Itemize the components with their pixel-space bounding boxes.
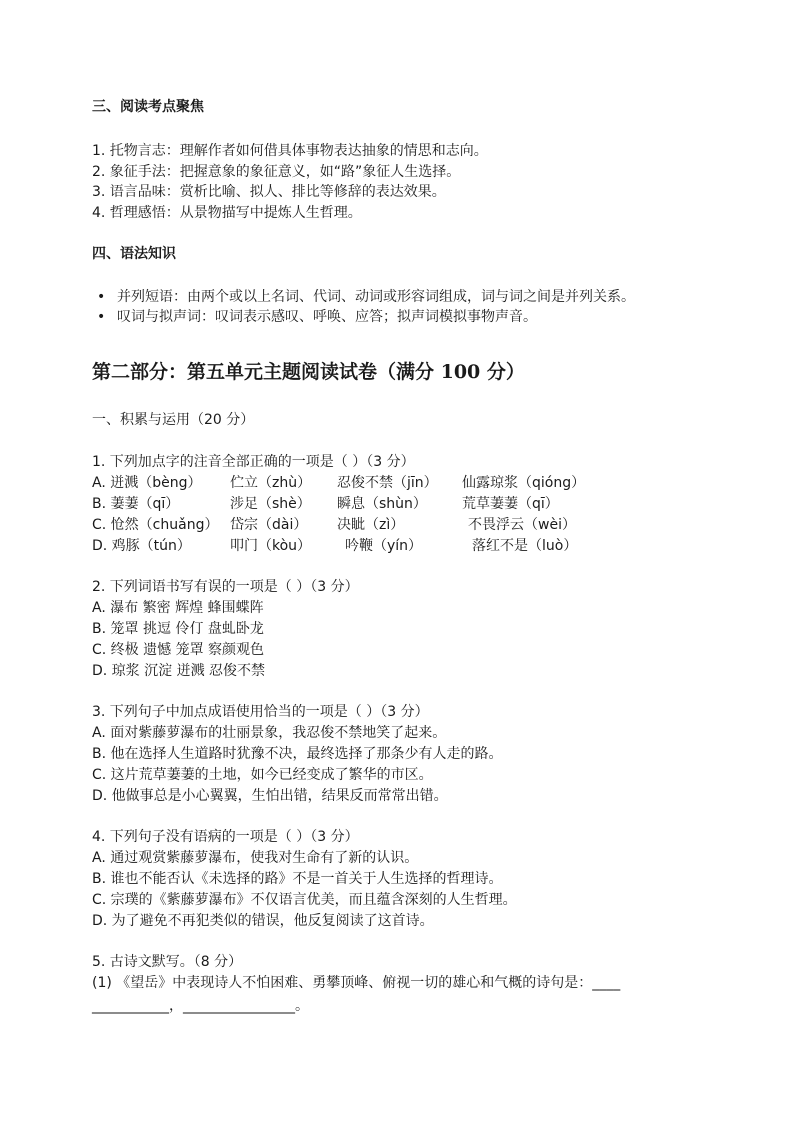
q1-c-col3: 决眦（zì）	[337, 517, 405, 533]
q1-b-col2: 涉足（shè）	[230, 496, 311, 512]
q4-option-d: D. 为了避免不再犯类似的错误，他反复阅读了这首诗。	[92, 913, 434, 929]
q1-d-col1: D. 鸡豚（tún）	[92, 538, 191, 554]
q3-option-d: D. 他做事总是小心翼翼，生怕出错，结果反而常常出错。	[92, 788, 448, 804]
q1-b-col4: 荒草萋萋（qī）	[462, 496, 559, 512]
q1-c-col4: 不畏浮云（wèi）	[468, 517, 576, 533]
q2-option-d: D. 琼浆 沉淀 迸溅 忍俊不禁	[92, 663, 266, 679]
q4-option-c: C. 宗璞的《紫藤萝瀑布》不仅语言优美，而且蕴含深刻的人生哲理。	[92, 892, 517, 908]
q2-option-b: B. 笼罩 挑逗 伶仃 盘虬卧龙	[92, 621, 264, 637]
q1-c-col1: C. 怆然（chuǎng）	[92, 517, 219, 533]
bullet-icon: •	[97, 309, 106, 325]
q4-option-a: A. 通过观赏紫藤萝瀑布，使我对生命有了新的认识。	[92, 850, 419, 866]
section4-heading: 四、语法知识	[92, 246, 176, 262]
q1-a-col3: 忍俊不禁（jīn）	[337, 475, 438, 491]
q1-a-col2: 伫立（zhù）	[230, 475, 312, 491]
q1-stem: 1. 下列加点字的注音全部正确的一项是（ ）（3 分）	[92, 454, 415, 470]
q1-d-col2: 叩门（kòu）	[230, 538, 312, 554]
section3-item-4: 4. 哲理感悟：从景物描写中提炼人生哲理。	[92, 205, 362, 221]
grammar-item-2: 叹词与拟声词：叹词表示感叹、呼唤、应答；拟声词模拟事物声音。	[117, 309, 537, 325]
section3-item-2: 2. 象征手法：把握意象的象征意义，如“路”象征人生选择。	[92, 164, 461, 180]
q1-c-col2: 岱宗（dài）	[230, 517, 308, 533]
q2-option-a: A. 瀑布 繁密 辉煌 蜂围蝶阵	[92, 600, 264, 616]
q3-option-a: A. 面对紫藤萝瀑布的壮丽景象，我忍俊不禁地笑了起来。	[92, 725, 447, 741]
q1-b-col3: 瞬息（shùn）	[337, 496, 427, 512]
grammar-bullet-2	[97, 306, 537, 326]
q3-stem: 3. 下列句子中加点成语使用恰当的一项是（ ）（3 分）	[92, 704, 429, 720]
q4-stem: 4. 下列句子没有语病的一项是（ ）（3 分）	[92, 829, 359, 845]
q1-a-col4: 仙露琼浆（qióng）	[462, 475, 586, 491]
part2-title: 第二部分：第五单元主题阅读试卷（满分 100 分）	[92, 361, 525, 383]
q5-stem: 5. 古诗文默写。（8 分）	[92, 954, 243, 970]
q5-line-2: ___________，________________。	[92, 998, 309, 1014]
part2-subheading: 一、积累与运用（20 分）	[92, 412, 255, 428]
q1-d-col4: 落红不是（luò）	[472, 538, 578, 554]
q3-option-c: C. 这片荒草萋萋的土地，如今已经变成了繁华的市区。	[92, 767, 433, 783]
grammar-bullet-1	[97, 286, 635, 306]
q5-line-1: (1) 《望岳》中表现诗人不怕困难、勇攀顶峰、俯视一切的雄心和气概的诗句是：____	[92, 975, 621, 991]
q1-d-col3: 吟鞭（yín）	[345, 538, 423, 554]
section3-heading: 三、阅读考点聚焦	[92, 99, 204, 115]
q3-option-b: B. 他在选择人生道路时犹豫不决，最终选择了那条少有人走的路。	[92, 746, 503, 762]
section3-item-1: 1. 托物言志：理解作者如何借具体事物表达抽象的情思和志向。	[92, 143, 488, 159]
q1-a-col1: A. 迸溅（bèng）	[92, 475, 202, 491]
q1-b-col1: B. 萋萋（qī）	[92, 496, 180, 512]
grammar-item-1: 并列短语：由两个或以上名词、代词、动词或形容词组成，词与词之间是并列关系。	[117, 289, 635, 305]
section3-item-3: 3. 语言品味：赏析比喻、拟人、排比等修辞的表达效果。	[92, 184, 446, 200]
bullet-icon: •	[97, 289, 106, 305]
q2-stem: 2. 下列词语书写有误的一项是（ ）（3 分）	[92, 579, 359, 595]
q4-option-b: B. 谁也不能否认《未选择的路》不是一首关于人生选择的哲理诗。	[92, 871, 503, 887]
q2-option-c: C. 终极 遗憾 笼罩 察颜观色	[92, 642, 265, 658]
